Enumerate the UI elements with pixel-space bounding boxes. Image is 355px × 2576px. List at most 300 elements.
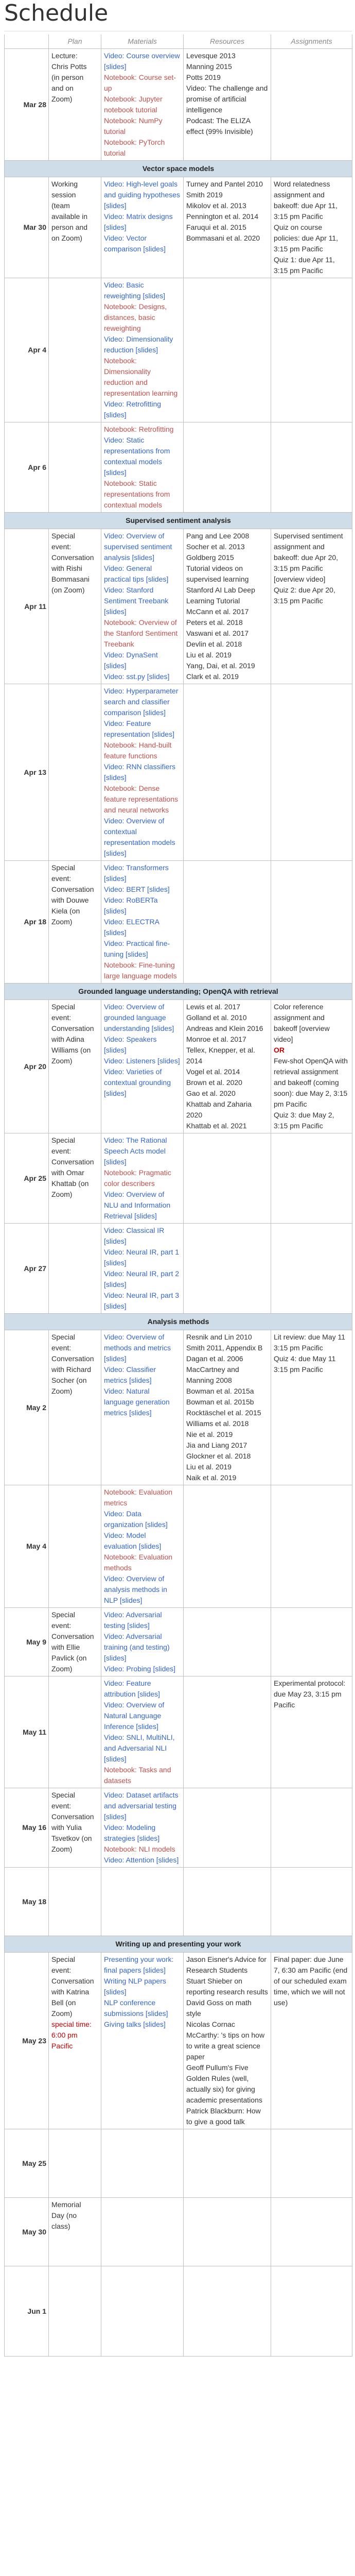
column-header-date <box>5 35 49 49</box>
video-link[interactable]: Video: Natural language generation metrics [slides] <box>104 1387 170 1417</box>
materials-cell <box>101 1608 184 1676</box>
resource-link[interactable]: Vaswani et al. 2017 <box>186 629 249 637</box>
plan-line: with Rishi <box>51 564 82 572</box>
notebook-link[interactable]: Notebook: Hand-built feature functions <box>104 741 172 760</box>
column-header-plan: Plan <box>49 35 101 49</box>
materials-cell <box>101 1330 184 1485</box>
resources-cell <box>184 1953 271 2129</box>
materials-cell <box>101 1868 184 1936</box>
plan-line: (on Zoom) <box>51 586 85 594</box>
resource-link[interactable]: Smith 2019 <box>186 191 223 199</box>
spacer <box>51 2279 98 2290</box>
video-link[interactable]: Video: Basic reweighting [slides] <box>104 281 166 300</box>
plan-line: class) <box>51 2222 70 2230</box>
video-link[interactable]: Video: BERT [slides] <box>104 885 170 893</box>
video-link[interactable]: Video: Vector comparison [slides] <box>104 234 166 253</box>
plan-line: Conversation <box>51 1977 94 1985</box>
resource-link[interactable]: Smith 2011, Appendix B <box>186 1344 263 1352</box>
plan-cell <box>49 177 101 278</box>
resources-cell <box>184 422 271 513</box>
resource-link[interactable]: David Goss on math style <box>186 1998 252 2018</box>
session-date: Jun 1 <box>5 2266 49 2357</box>
video-link[interactable]: Video: Neural IR, part 3 [slides] <box>104 1291 180 1310</box>
plan-cell <box>49 1485 101 1608</box>
plan-cell <box>49 1224 101 1314</box>
video-link[interactable]: Video: Static representations from contextual models [slides] <box>104 436 170 477</box>
resource-link[interactable]: Podcast: The ELIZA effect (99% Invisible) <box>186 116 253 135</box>
schedule-row <box>5 2266 352 2357</box>
plan-line: with Katrina <box>51 1988 90 1996</box>
resource-link[interactable]: Patrick Blackburn: How to give a good talk <box>186 2107 261 2126</box>
video-link[interactable]: Video: Course overview [slides] <box>104 52 180 71</box>
or-separator: OR <box>274 1046 285 1054</box>
page-title: Schedule <box>4 0 352 31</box>
notebook-link[interactable]: Notebook: PyTorch tutorial <box>104 138 165 157</box>
resource-link[interactable]: Glockner et al. 2018 <box>186 1452 251 1460</box>
schedule-row <box>5 2198 352 2266</box>
materials-cell <box>101 861 184 984</box>
spacer <box>51 2333 98 2344</box>
plan-cell <box>49 2266 101 2357</box>
header-row <box>5 35 352 49</box>
video-link[interactable]: Video: Retrofitting [slides] <box>104 400 162 419</box>
assignment-item[interactable]: Quiz 3: due May 2, 3:15 pm Pacific <box>274 1111 334 1130</box>
plan-line: and on <box>51 84 74 92</box>
assignments-cell <box>271 2129 352 2198</box>
plan-line: person and <box>51 223 88 231</box>
plan-cell <box>49 2198 101 2266</box>
video-link[interactable]: Video: Overview of analysis methods in NLP [slides] <box>104 1574 167 1604</box>
video-link[interactable]: Video: Adversarial testing [slides] <box>104 1611 162 1630</box>
resource-link[interactable]: Video: The challenge and promise of artificial intelligence <box>186 84 268 114</box>
spacer <box>51 1923 98 1934</box>
resource-link[interactable]: Resnik and Lin 2010 <box>186 1333 252 1341</box>
plan-cell <box>49 1000 101 1133</box>
column-header-resources: Resources <box>184 35 271 49</box>
schedule-table <box>4 35 352 2357</box>
plan-line: Zoom) <box>51 2009 73 2018</box>
session-date: Apr 25 <box>5 1133 49 1224</box>
materials-cell <box>101 684 184 861</box>
resource-link[interactable]: Bowman et al. 2015b <box>186 1398 254 1406</box>
resource-link[interactable]: Naik et al. 2019 <box>186 1473 237 1482</box>
resource-link[interactable]: Goldberg 2015 <box>186 553 234 562</box>
plan-line: Chris Potts <box>51 62 87 71</box>
plan-line: session <box>51 191 76 199</box>
notebook-link[interactable]: Notebook: Jupyter notebook tutorial <box>104 95 163 114</box>
plan-line: Zoom) <box>51 918 73 926</box>
video-link[interactable]: Video: Stanford Sentiment Treebank [slides] <box>104 586 169 616</box>
resource-link[interactable]: Faruqui et al. 2015 <box>186 223 246 231</box>
resource-link[interactable]: Mikolov et al. 2013 <box>186 201 246 210</box>
resource-link[interactable]: Andreas and Klein 2016 <box>186 1024 263 1032</box>
plan-line: with Adina <box>51 1035 84 1043</box>
assignments-cell <box>271 1000 352 1133</box>
section-title: Writing up and presenting your work <box>5 1936 352 1953</box>
resource-link[interactable]: Liu et al. 2019 <box>186 651 232 659</box>
plan-line: Bommasani <box>51 575 90 583</box>
resource-link[interactable]: Jason Eisner's Advice for Research Students <box>186 1955 267 1974</box>
resources-cell <box>184 1608 271 1676</box>
resource-link[interactable]: Jia and Liang 2017 <box>186 1441 247 1449</box>
video-link[interactable]: Video: Adversarial training (and testing) [slides] <box>104 1632 170 1662</box>
plan-line: Special <box>51 1955 75 1963</box>
plan-line: event: <box>51 1966 72 1974</box>
schedule-row <box>5 1676 352 1788</box>
video-link[interactable]: Video: Overview of Natural Language Inference [slides] <box>104 1701 165 1731</box>
spacer <box>51 2243 98 2253</box>
spacer <box>51 2163 98 2174</box>
video-link[interactable]: Video: Dimensionality reduction [slides] <box>104 335 173 354</box>
spacer <box>51 1880 98 1891</box>
plan-line: Williams (on <box>51 1046 91 1054</box>
notebook-link[interactable]: Notebook: Dense feature representations and neural networks <box>104 784 178 814</box>
spacer <box>51 2185 98 2196</box>
materials-cell <box>101 1133 184 1224</box>
plan-cell <box>49 1953 101 2129</box>
notebook-link[interactable]: Notebook: Tasks and datasets <box>104 1766 171 1785</box>
notebook-link[interactable]: Notebook: NumPy tutorial <box>104 116 163 135</box>
notebook-link[interactable]: Notebook: Evaluation metrics <box>104 1488 173 1507</box>
plan-cell <box>49 1133 101 1224</box>
schedule-row <box>5 1868 352 1936</box>
video-link[interactable]: Video: Model evaluation [slides] <box>104 1531 162 1550</box>
resources-cell <box>184 861 271 984</box>
materials-cell <box>101 1000 184 1133</box>
notebook-link[interactable]: Notebook: Pragmatic color describers <box>104 1168 171 1188</box>
spacer <box>51 2174 98 2185</box>
assignments-cell <box>271 422 352 513</box>
plan-line: event: <box>51 1802 72 1810</box>
session-date: May 25 <box>5 2129 49 2198</box>
video-link[interactable]: Video: Varieties of contextual grounding [slides] <box>104 1067 171 1097</box>
plan-cell <box>49 422 101 513</box>
plan-line: Socher (on <box>51 1376 87 1384</box>
plan-line: Conversation <box>51 1632 94 1640</box>
session-date: Apr 4 <box>5 278 49 422</box>
resource-link[interactable]: Dagan et al. 2006 <box>186 1354 243 1363</box>
session-date: May 11 <box>5 1676 49 1788</box>
section-header-row <box>5 1314 352 1330</box>
session-date: May 2 <box>5 1330 49 1485</box>
resources-cell <box>184 2266 271 2357</box>
resources-cell <box>184 1788 271 1868</box>
video-link[interactable]: Video: Data organization [slides] <box>104 1510 168 1529</box>
spacer <box>51 1902 98 1912</box>
notebook-link[interactable]: Notebook: Evaluation methods <box>104 1553 173 1572</box>
plan-line: available in <box>51 212 88 221</box>
session-date: Mar 28 <box>5 49 49 161</box>
assignments-cell <box>271 1485 352 1608</box>
resource-link[interactable]: Clark et al. 2019 <box>186 672 239 681</box>
spacer <box>51 2344 98 2354</box>
assignments-cell <box>271 2198 352 2266</box>
resource-link[interactable]: Nicolas Cornac McCarthy: 's tips on how to write a great science paper <box>186 2020 265 2061</box>
notebook-link[interactable]: Notebook: Course set-up <box>104 73 176 92</box>
notebook-link[interactable]: Notebook: Designs, distances, basic reweighting <box>104 302 167 332</box>
assignment-item[interactable]: Experimental protocol: due May 23, 3:15 pm Pacific <box>274 1679 346 1709</box>
resources-cell <box>184 177 271 278</box>
plan-line: on Zoom) <box>51 234 82 242</box>
resource-link[interactable]: Geoff Pullum's Five Golden Rules (well, actually six) for giving academic presentations <box>186 2063 262 2104</box>
resource-link[interactable]: Pennington et al. 2014 <box>186 212 259 221</box>
session-date: May 30 <box>5 2198 49 2266</box>
plan-cell <box>49 1330 101 1485</box>
resource-link[interactable]: Golland et al. 2010 <box>186 1013 247 1022</box>
assignments-cell <box>271 49 352 161</box>
plan-line: Tsvetkov (on <box>51 1834 92 1842</box>
materials-cell <box>101 2198 184 2266</box>
resources-cell <box>184 1224 271 1314</box>
assignment-item[interactable]: Quiz on course policies: due Apr 11, 3:15 pm Pacific <box>274 223 339 253</box>
spacer <box>51 2253 98 2264</box>
video-link[interactable]: Video: High-level goals and guiding hypotheses [slides] <box>104 180 180 210</box>
resource-link[interactable]: McCann et al. 2017 <box>186 607 249 616</box>
spacer <box>51 2300 98 2311</box>
plan-line: with Yulia <box>51 1823 82 1832</box>
resource-link[interactable]: MacCartney and Manning 2008 <box>186 1365 239 1384</box>
assignments-cell <box>271 1224 352 1314</box>
materials-cell <box>101 422 184 513</box>
session-date: Apr 20 <box>5 1000 49 1133</box>
resource-link[interactable]: Peters et al. 2018 <box>186 618 243 626</box>
video-link[interactable]: Video: Classifier metrics [slides] <box>104 1365 156 1384</box>
video-link[interactable]: Video: The Rational Speech Acts model [slides] <box>104 1136 167 1166</box>
plan-line: event: <box>51 543 72 551</box>
assignment-item[interactable]: Few-shot OpenQA with retrieval assignment and bakeoff (coming soon): due May 2, 3:15 pm Pacific <box>274 1057 348 1108</box>
assignment-item[interactable]: Supervised sentiment assignment and bakeoff: due Apr 20, 3:15 pm Pacific [overview video] <box>274 532 343 583</box>
resources-cell <box>184 1676 271 1788</box>
section-title: Analysis methods <box>5 1314 352 1330</box>
materials-cell <box>101 1224 184 1314</box>
assignments-cell <box>271 1953 352 2129</box>
notebook-link[interactable]: Notebook: Overview of the Stanford Sentiment Treebank <box>104 618 178 648</box>
section-title: Grounded language understanding; OpenQA with retrieval <box>5 984 352 1000</box>
video-link[interactable]: Writing NLP papers [slides] <box>104 1977 166 1996</box>
video-link[interactable]: Video: Attention [slides] <box>104 1856 179 1864</box>
plan-line: (in person <box>51 73 84 81</box>
assignment-item[interactable]: Final paper: due June 7, 6:30 am Pacific (end of our scheduled exam time, which we will not use) <box>274 1955 348 2007</box>
schedule-body <box>5 49 352 2357</box>
video-link[interactable]: Video: Feature representation [slides] <box>104 719 174 738</box>
resource-link[interactable]: Socher et al. 2013 <box>186 543 245 551</box>
plan-line: Conversation <box>51 1024 94 1032</box>
resources-cell <box>184 1868 271 1936</box>
video-link[interactable]: Video: Listeners [slides] <box>104 1057 180 1065</box>
column-header-assignments: Assignments <box>271 35 352 49</box>
section-header-row <box>5 161 352 177</box>
plan-cell <box>49 278 101 422</box>
resources-cell <box>184 1330 271 1485</box>
assignment-item[interactable]: Color reference assignment and bakeoff [overview video] <box>274 1003 330 1043</box>
plan-line: Lecture: <box>51 52 78 60</box>
video-link[interactable]: Video: SNLI, MultiNLI, and Adversarial NLI [slides] <box>104 1733 175 1763</box>
resource-link[interactable]: Monroe et al. 2017 <box>186 1035 246 1043</box>
resource-link[interactable]: Manning 2015 <box>186 62 232 71</box>
assignment-item[interactable]: Word relatedness assignment and bakeoff: due Apr 11, 3:15 pm Pacific <box>274 180 338 221</box>
notebook-link[interactable]: Notebook: Fine-tuning large language models <box>104 961 177 980</box>
plan-line: Conversation <box>51 1812 94 1821</box>
resource-link[interactable]: Brown et al. 2020 <box>186 1078 242 1087</box>
video-link[interactable]: Video: RNN classifiers [slides] <box>104 762 176 782</box>
materials-cell <box>101 278 184 422</box>
resource-link[interactable]: Vogel et al. 2014 <box>186 1067 240 1076</box>
plan-line: Conversation <box>51 1354 94 1363</box>
resource-link[interactable]: Levesque 2013 <box>186 52 236 60</box>
video-link[interactable]: Video: Overview of grounded language understanding [slides] <box>104 1003 174 1032</box>
materials-cell <box>101 1485 184 1608</box>
spacer <box>51 2290 98 2300</box>
assignment-item[interactable]: Quiz 4: due May 11 3:15 pm Pacific <box>274 1354 336 1374</box>
resource-link[interactable]: Bowman et al. 2015a <box>186 1387 254 1395</box>
resources-cell <box>184 49 271 161</box>
spacer <box>51 2322 98 2333</box>
plan-line: Day (no <box>51 2211 77 2219</box>
resource-link[interactable]: Pang and Lee 2008 <box>186 532 250 540</box>
assignment-item[interactable]: Quiz 2: due Apr 20, 3:15 pm Pacific <box>274 586 335 605</box>
resource-link[interactable]: Khattab and Zaharia 2020 <box>186 1100 252 1119</box>
column-header-materials: Materials <box>101 35 184 49</box>
assignments-cell <box>271 1868 352 1936</box>
assignments-cell <box>271 1608 352 1676</box>
video-link[interactable]: Video: Classical IR [slides] <box>104 1226 165 1245</box>
plan-line: Bell (on <box>51 1998 76 2007</box>
schedule-row <box>5 684 352 861</box>
plan-line: event: <box>51 1344 72 1352</box>
resource-link[interactable]: Liu et al. 2019 <box>186 1463 232 1471</box>
video-link[interactable]: Video: Overview of contextual representation models [slides] <box>104 817 175 857</box>
resources-cell <box>184 2129 271 2198</box>
notebook-link[interactable]: Notebook: Retrofitting <box>104 425 174 433</box>
video-link[interactable]: Video: Hyperparameter search and classifier comparison [slides] <box>104 687 179 717</box>
schedule-row <box>5 529 352 684</box>
notebook-link[interactable]: Notebook: Static representations from contextual models <box>104 479 170 509</box>
assignment-item[interactable]: Lit review: due May 11 3:15 pm Pacific <box>274 1333 346 1352</box>
video-link[interactable]: Video: Probing [slides] <box>104 1665 176 1673</box>
resource-link[interactable]: Yang, Dai, et al. 2019 <box>186 662 255 670</box>
plan-line: Working <box>51 180 78 188</box>
notebook-link[interactable]: Notebook: Dimensionality reduction and representation learning <box>104 357 178 397</box>
schedule-row <box>5 1485 352 1608</box>
video-link[interactable]: Video: Modeling strategies [slides] <box>104 1823 160 1842</box>
resource-link[interactable]: Lewis et al. 2017 <box>186 1003 241 1011</box>
schedule-row <box>5 278 352 422</box>
plan-line: event: <box>51 1147 72 1155</box>
resource-link[interactable]: Devlin et al. 2018 <box>186 640 242 648</box>
resource-link[interactable]: Potts 2019 <box>186 73 221 81</box>
section-header-row <box>5 984 352 1000</box>
resource-link[interactable]: Williams et al. 2018 <box>186 1419 249 1428</box>
video-link[interactable]: Video: ELECTRA [slides] <box>104 918 159 937</box>
schedule-row <box>5 1224 352 1314</box>
plan-cell <box>49 1788 101 1868</box>
video-link[interactable]: Video: Dataset artifacts and adversarial testing [slides] <box>104 1791 179 1821</box>
materials-cell <box>101 2266 184 2357</box>
video-link[interactable]: Video: Practical fine-tuning [slides] <box>104 939 170 958</box>
resource-link[interactable]: Rocktäschel et al. 2015 <box>186 1409 261 1417</box>
plan-cell <box>49 49 101 161</box>
section-title: Supervised sentiment analysis <box>5 513 352 529</box>
plan-line: Khattab (on <box>51 1179 89 1188</box>
schedule-row <box>5 1608 352 1676</box>
resource-link[interactable]: Stanford AI Lab Deep Learning Tutorial <box>186 586 255 605</box>
resource-link[interactable]: Khattab et al. 2021 <box>186 1122 247 1130</box>
video-link[interactable]: Video: Overview of supervised sentiment analysis [slides] <box>104 532 172 562</box>
assignment-item[interactable]: Quiz 1: due Apr 11, 3:15 pm Pacific <box>274 256 335 275</box>
video-link[interactable]: NLP conference submissions [slides] <box>104 1998 168 2018</box>
plan-cell <box>49 1868 101 1936</box>
schedule-row <box>5 1330 352 1485</box>
resource-link[interactable]: Tellex, Knepper, et al. 2014 <box>186 1046 255 1065</box>
notebook-link[interactable]: Notebook: NLI models <box>104 1845 175 1853</box>
resource-link[interactable]: Bommasani et al. 2020 <box>186 234 260 242</box>
plan-line: Special <box>51 532 75 540</box>
session-date: Apr 13 <box>5 684 49 861</box>
plan-cell <box>49 684 101 861</box>
video-link[interactable]: Video: RoBERTa [slides] <box>104 896 158 915</box>
assignments-cell <box>271 1133 352 1224</box>
plan-line: Special <box>51 1136 75 1144</box>
plan-line: Zoom) <box>51 1845 73 1853</box>
video-link[interactable]: Video: Neural IR, part 2 [slides] <box>104 1269 180 1289</box>
plan-line: Special <box>51 1333 75 1341</box>
video-link[interactable]: Video: General practical tips [slides] <box>104 564 169 583</box>
resources-cell <box>184 278 271 422</box>
session-date: May 18 <box>5 1868 49 1936</box>
resource-link[interactable]: Turney and Pantel 2010 <box>186 180 263 188</box>
resource-link[interactable]: Stuart Shieber on reporting research results <box>186 1977 268 1996</box>
plan-line: Special <box>51 1003 75 1011</box>
video-link[interactable]: Video: DynaSent [slides] <box>104 651 158 670</box>
plan-line: Memorial <box>51 2200 81 2209</box>
spacer <box>51 2131 98 2142</box>
video-link[interactable]: Video: Neural IR, part 1 [slides] <box>104 1248 180 1267</box>
spacer <box>51 2232 98 2243</box>
video-link[interactable]: Video: Feature attribution [slides] <box>104 1679 160 1698</box>
session-date: Apr 27 <box>5 1224 49 1314</box>
assignments-cell <box>271 529 352 684</box>
plan-line: Kiela (on <box>51 907 80 915</box>
video-link[interactable]: Video: Overview of NLU and Information Retrieval [slides] <box>104 1190 171 1220</box>
materials-cell <box>101 529 184 684</box>
video-link[interactable]: Video: Speakers [slides] <box>104 1035 157 1054</box>
plan-line: event: <box>51 1621 72 1630</box>
video-link[interactable]: Presenting your work: final papers [slides] <box>104 1955 174 1974</box>
resource-link[interactable]: Nie et al. 2019 <box>186 1430 233 1438</box>
plan-line: event: <box>51 874 72 883</box>
resources-cell <box>184 529 271 684</box>
video-link[interactable]: Video: Transformers [slides] <box>104 863 169 883</box>
schedule-row <box>5 1000 352 1133</box>
plan-line: Zoom) <box>51 1387 73 1395</box>
schedule-row <box>5 1788 352 1868</box>
resource-link[interactable]: Gao et al. 2020 <box>186 1089 236 1097</box>
session-date: Apr 11 <box>5 529 49 684</box>
materials-cell <box>101 1788 184 1868</box>
assignments-cell <box>271 278 352 422</box>
plan-cell <box>49 1608 101 1676</box>
video-link[interactable]: Video: Overview of methods and metrics [slides] <box>104 1333 171 1363</box>
video-link[interactable]: Video: Matrix designs [slides] <box>104 212 173 231</box>
resource-link[interactable]: Tutorial videos on supervised learning <box>186 564 249 583</box>
video-link[interactable]: Giving talks [slides] <box>104 2020 166 2028</box>
plan-cell <box>49 2129 101 2198</box>
plan-line: (team <box>51 201 70 210</box>
resources-cell <box>184 684 271 861</box>
schedule-row <box>5 1953 352 2129</box>
video-link[interactable]: Video: sst.py [slides] <box>104 672 170 681</box>
schedule-row <box>5 177 352 278</box>
